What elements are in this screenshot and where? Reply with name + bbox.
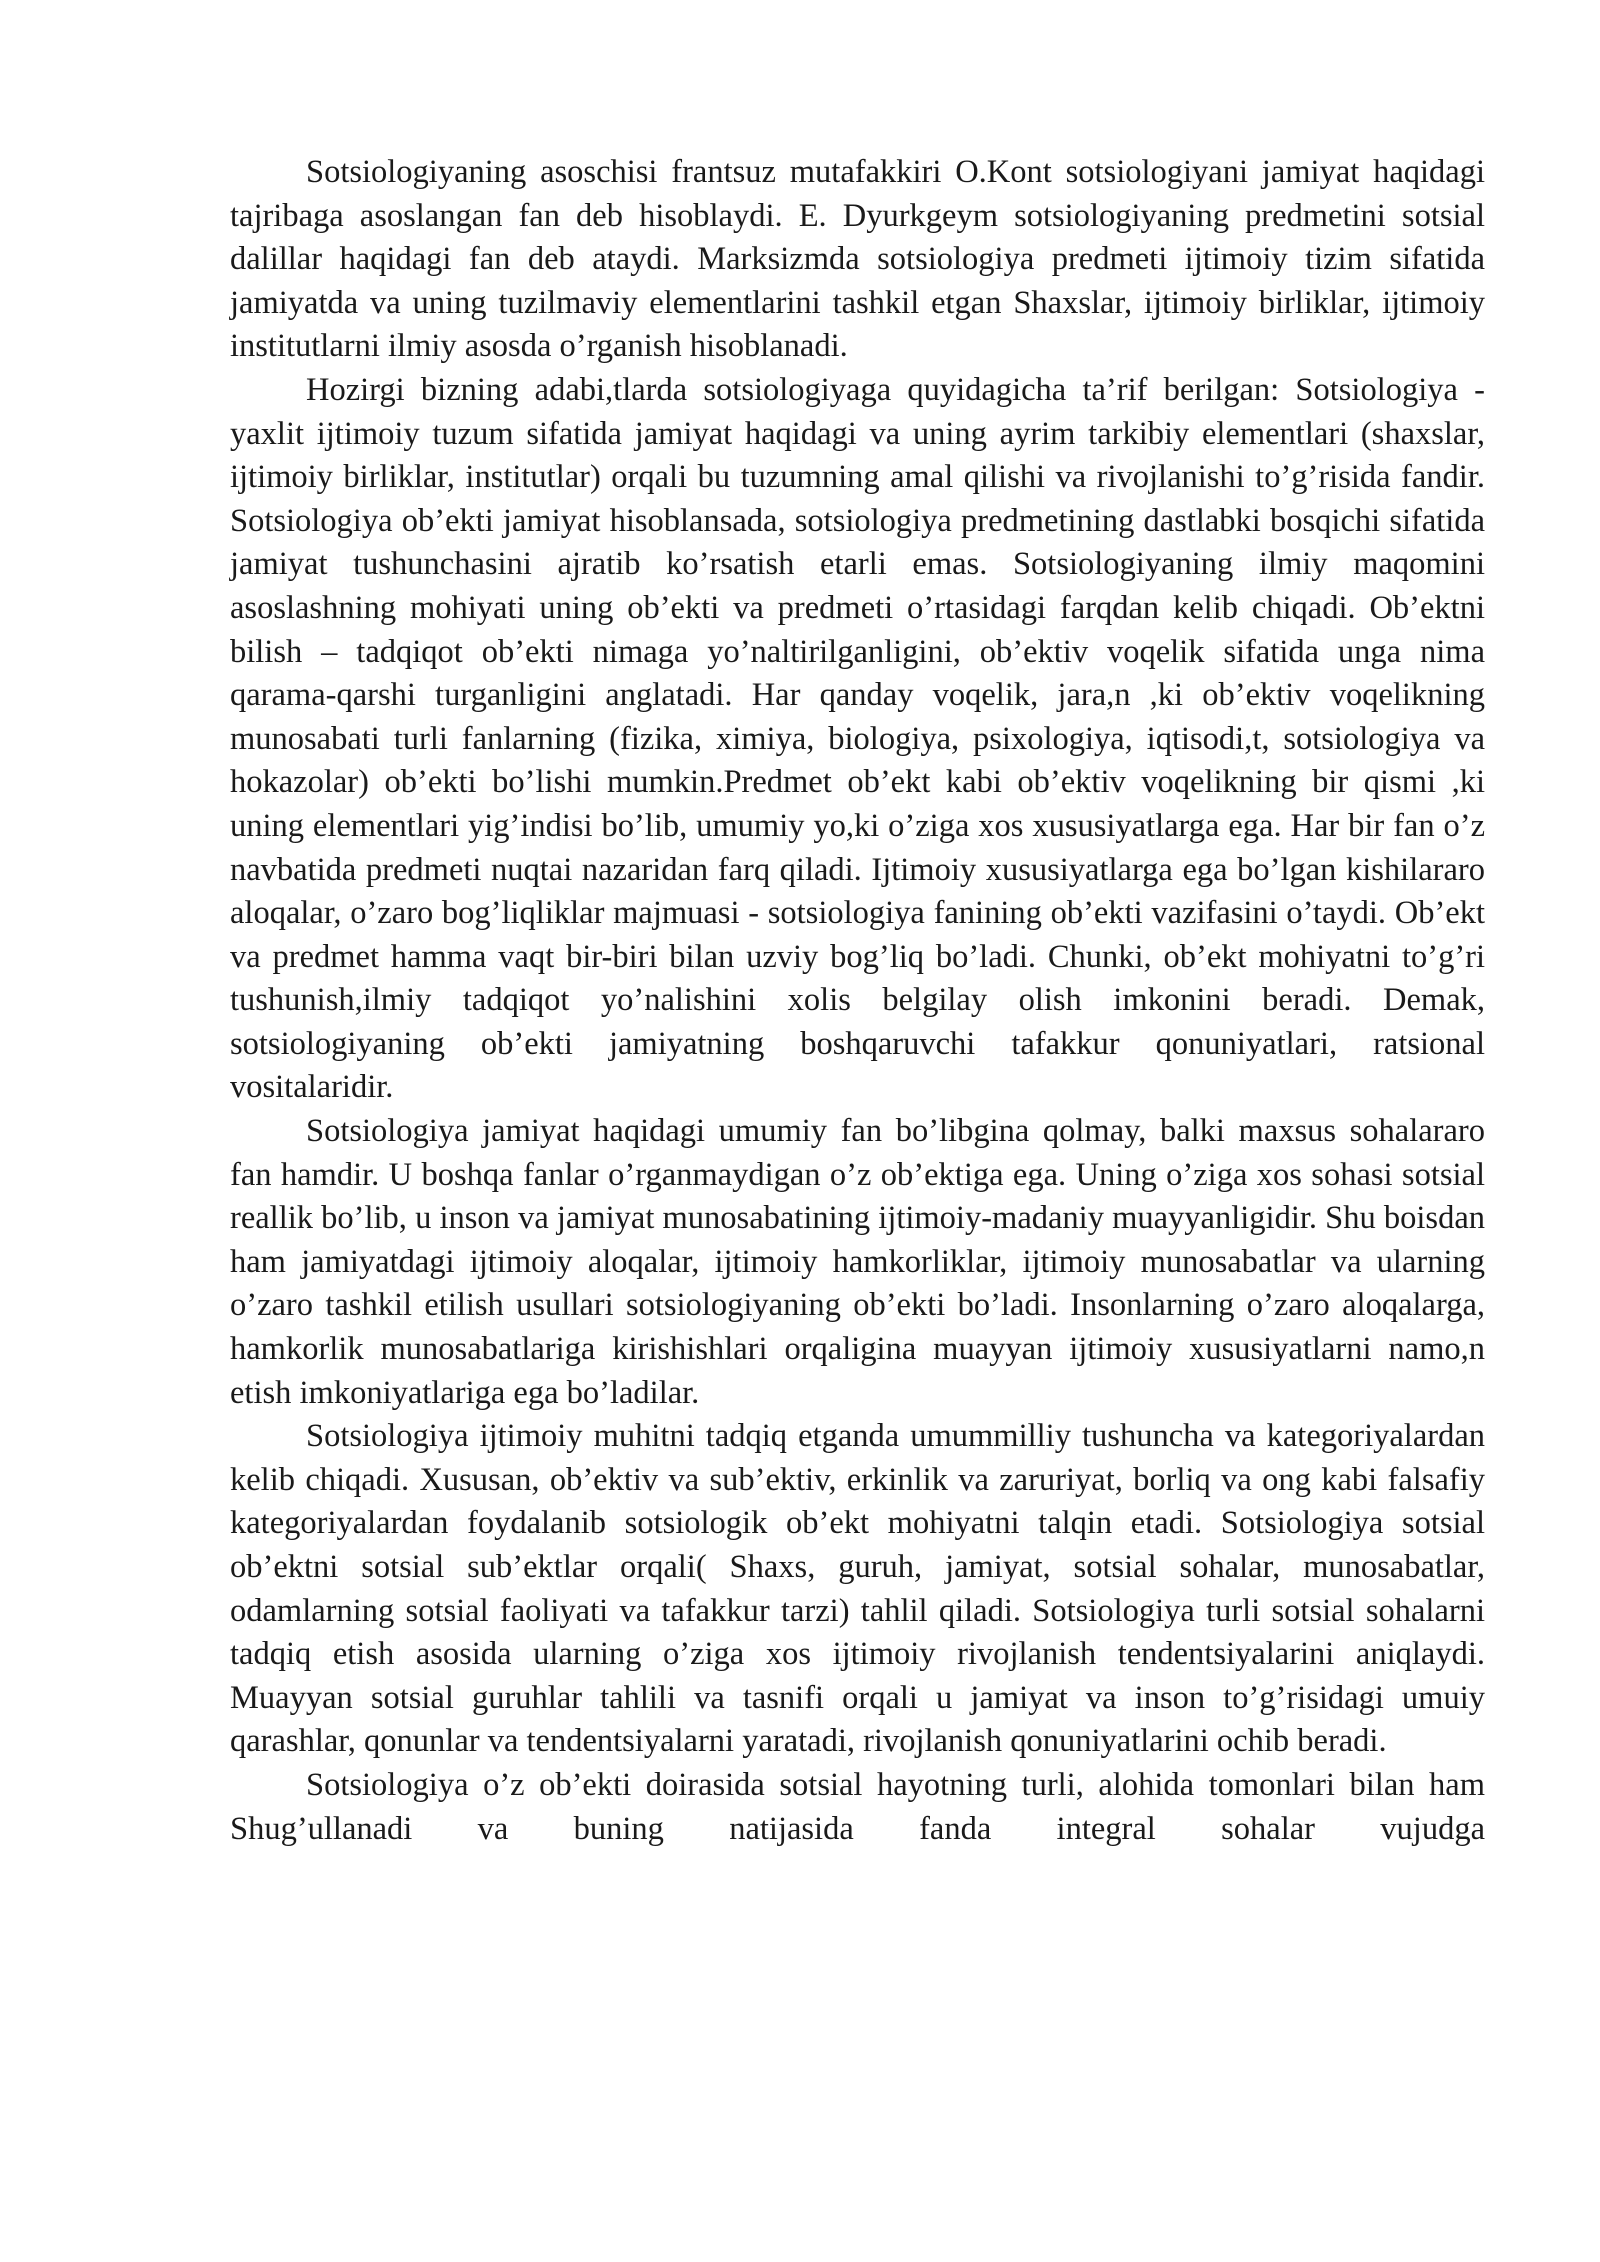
- paragraph-1: Sotsiologiyaning asoschisi frantsuz mutafakkiri O.Kont sotsiologiyani jamiyat haqidagi tajribaga asoslangan fan deb hisoblaydi. E. Dyurkgeym sotsiologiyaning predmetini sotsial dalillar haqidagi fan deb ataydi. Marksizmda sotsiologiya predmeti ijtimoiy tizim sifatida jamiyatda va uning tuzilmaviy elementlarini tashkil etgan Shaxslar, ijtimoiy birliklar, ijtimoiy institutlarni ilmiy asosda o’rganish hisoblanadi.: [230, 154, 1485, 365]
- paragraph-3: Sotsiologiya jamiyat haqidagi umumiy fan bo’libgina qolmay, balki maxsus sohalararo fan hamdir. U boshqa fanlar o’rganmaydigan o’z ob’ektiga ega. Uning o’ziga xos sohasi sotsial reallik bo’lib, u inson va jamiyat munosabatining ijtimoiy-madaniy muayyanligidir. Shu boisdan ham jamiyatdagi ijtimoiy aloqalar, ijtimoiy hamkorliklar, ijtimoiy munosabatlar va ularning o’zaro tashkil etilish usullari sotsiologiyaning ob’ekti bo’ladi. Insonlarning o’zaro aloqalarga, hamkorlik munosabatlariga kirishishlari orqaligina muayyan ijtimoiy xususiyatlarni namo,n etish imkoniyatlariga ega bo’ladilar.: [230, 1113, 1485, 1411]
- paragraph-2: Hozirgi bizning adabi,tlarda sotsiologiyaga quyidagicha ta’rif berilgan: Sotsiologiya - yaxlit ijtimoiy tuzum sifatida jamiyat haqidagi va uning ayrim tarkibiy elementlari (shaxslar, ijtimoiy birliklar, institutlar) orqali bu tuzumning amal qilishi va rivojlanishi to’g’risida fandir. Sotsiologiya ob’ekti jamiyat hisoblansada, sotsiologiya predmetining dastlabki bosqichi sifatida jamiyat tushunchasini ajratib ko’rsatish etarli emas. Sotsiologiyaning ilmiy maqomini asoslashning mohiyati uning ob’ekti va predmeti o’rtasidagi farqdan kelib chiqadi. Ob’ektni bilish – tadqiqot ob’ekti nimaga yo’naltirilganligini, ob’ektiv voqelik sifatida unga nima qarama-qarshi turganligini anglatadi. Har qanday voqelik, jara,n ,ki ob’ektiv voqelikning munosabati turli fanlarning (fizika, ximiya, biologiya, psixologiya, iqtisodi,t, sotsiologiya va hokazolar) ob’ekti bo’lishi mumkin.Predmet ob’ekt kabi ob’ektiv voqelikning bir qismi ,ki uning elementlari yig’indisi bo’lib, umumiy yo,ki o’ziga xos xususiyatlarga ega. Har bir fan o’z navbatida predmeti nuqtai nazaridan farq qiladi. Ijtimoiy xususiyatlarga ega bo’lgan kishilararo aloqalar, o’zaro bog’liqliklar majmuasi - sotsiologiya fanining ob’ekti vazifasini o’taydi. Ob’ekt va predmet hamma vaqt bir-biri bilan uzviy bog’liq bo’ladi. Chunki, ob’ekt mohiyatni to’g’ri tushunish,ilmiy tadqiqot yo’nalishini xolis belgilay olish imkonini beradi. Demak, sotsiologiyaning ob’ekti jamiyatning boshqaruvchi tafakkur qonuniyatlari, ratsional vositalaridir.: [230, 371, 1485, 1106]
- paragraph-5: Sotsiologiya o’z ob’ekti doirasida sotsial hayotning turli, alohida tomonlari bilan ham Shug’ullanadi va buning natijasida fanda integral sohalar vujudga: [230, 1766, 1485, 1847]
- body-text: [230, 151, 1485, 1851]
- paragraph-4: Sotsiologiya ijtimoiy muhitni tadqiq etganda umummilliy tushuncha va kategoriyalardan kelib chiqadi. Xususan, ob’ektiv va sub’ektiv, erkinlik va zaruriyat, borliq va ong kabi falsafiy kategoriyalardan foydalanib sotsiologik ob’ekt mohiyatni talqin etadi. Sotsiologiya sotsial ob’ektni sotsial sub’ektlar orqali( Shaxs, guruh, jamiyat, sotsial sohalar, munosabatlar, odamlarning sotsial faoliyati va tafakkur tarzi) tahlil qiladi. Sotsiologiya turli sotsial sohalarni tadqiq etish asosida ularning o’ziga xos ijtimoiy rivojlanish tendentsiyalarini aniqlaydi. Muayyan sotsial guruhlar tahlili va tasnifi orqali u jamiyat va inson to’g’risidagi umuiy qarashlar, qonunlar va tendentsiyalarni yaratadi, rivojlanish qonuniyatlarini ochib beradi.: [230, 1418, 1485, 1760]
